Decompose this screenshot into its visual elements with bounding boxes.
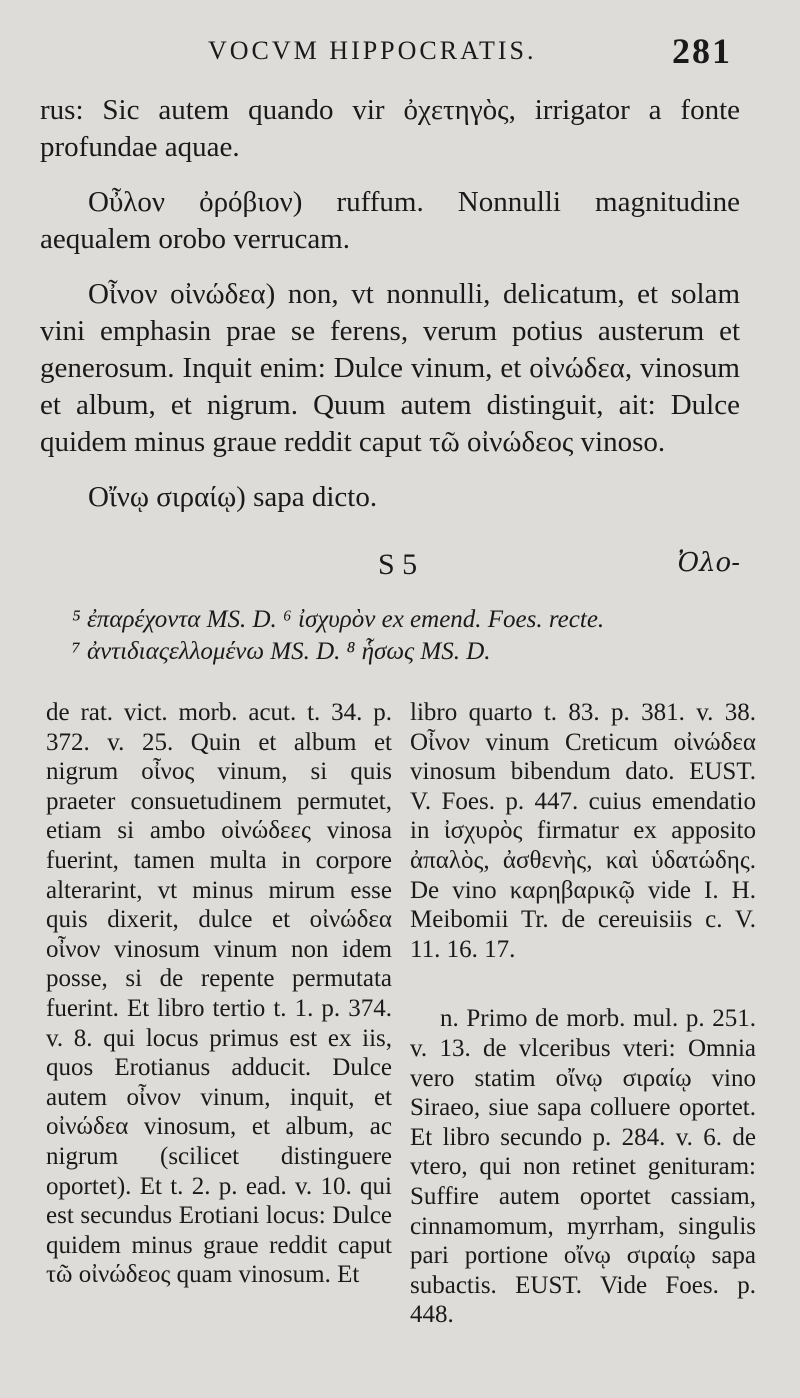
variant-readings — [72, 604, 742, 668]
page-header — [0, 30, 800, 70]
paragraph-4: Οἴνῳ σιραίῳ) sapa dicto. — [88, 481, 378, 513]
main-text — [40, 92, 740, 534]
running-head: VOCVM HIPPOCRATIS. — [208, 36, 537, 65]
catchword: Ὀλο- — [677, 548, 740, 578]
footnote-column-right — [410, 698, 756, 1340]
paragraph-1: rus: Sic autem quando vir ὀχετηγὸς, irrigator a fonte profundae aquae. — [40, 94, 740, 163]
footnote-column-left — [46, 698, 392, 1340]
paragraph-3: Οἶνον οἰνώδεα) non, vt nonnulli, delicatum, et solam vini emphasin prae se ferens, verum potius austerum et generosum. Inquit enim: Dulce vinum, et οἰνώδεα, vinosum et album, et nigrum. Quum autem distinguit, ait: Dulce quidem minus graue reddit caput τῶ οἰνώδεος vinoso. — [40, 278, 740, 458]
note-right-1: libro quarto t. 83. p. 381. v. 38. Οἶνον vinum Creticum οἰνώδεα vinosum bibendum dato. EUST. V. Foes. p. 447. cuius emendatio in ἰσχυρὸς firmatur ex apposito ἀπαλὸς, ἀσθενὴς, καὶ ὑδατώδης. De vino καρηβαρικῷ vide I. H. Meibomii Tr. de cereuisiis c. V. 11. 16. 17. — [410, 699, 756, 963]
printer-signature: S 5 — [378, 548, 418, 581]
note-left: de rat. vict. morb. acut. t. 34. p. 372. v. 25. Quin et album et nigrum οἶνος vinum, si quis praeter consuetudinem permutet, etiam si ambo οἰνώδεες vinosa fuerint, tamen multa in corpore alterarint, vt minus mirum esse quis dixerit, dulce et οἰνώδεα οἶνον vinosum vinum non idem posse, si de repente permutata fuerint. Et libro tertio t. 1. p. 374. v. 8. qui locus primus est ex iis, quos Erotianus adducit. Dulce autem οἶνον vinum, inquit, et οἰνώδεα vinosum, et album, ac nigrum (scilicet distinguere oportet). Et t. 2. p. ead. v. 10. qui est secundus Erotiani locus: Dulce quidem minus graue reddit caput τῶ οἰνώδεος quam vinosum. Et — [46, 699, 392, 1289]
footnotes — [46, 698, 756, 1340]
signature-line — [40, 548, 740, 588]
variant-line-2: ⁷ ἀντιδιαςελλομένω MS. D. ⁸ ἧσως MS. D. — [72, 638, 491, 665]
paragraph-2: Οὖλον ὀρόβιον) ruffum. Nonnulli magnitudine aequalem orobo verrucam. — [40, 186, 740, 255]
page-number: 281 — [672, 31, 732, 71]
note-right-2: n. Primo de morb. mul. p. 251. v. 13. de vlceribus vteri: Omnia vero statim οἴνῳ σιραίῳ vino Siraeo, siue sapa colluere oportet. Et libro secundo p. 284. v. 6. de vtero, qui non retinet genituram: Suffire autem oportet cassiam, cinnamomum, myrrham, singulis pari portione οἴνῳ σιραίῳ sapa subactis. EUST. Vide Foes. p. 448. — [410, 1005, 756, 1329]
variant-line-1: ⁵ ἐπαρέχοντα MS. D. ⁶ ἰσχυρὸν ex emend. Foes. recte. — [72, 606, 605, 633]
